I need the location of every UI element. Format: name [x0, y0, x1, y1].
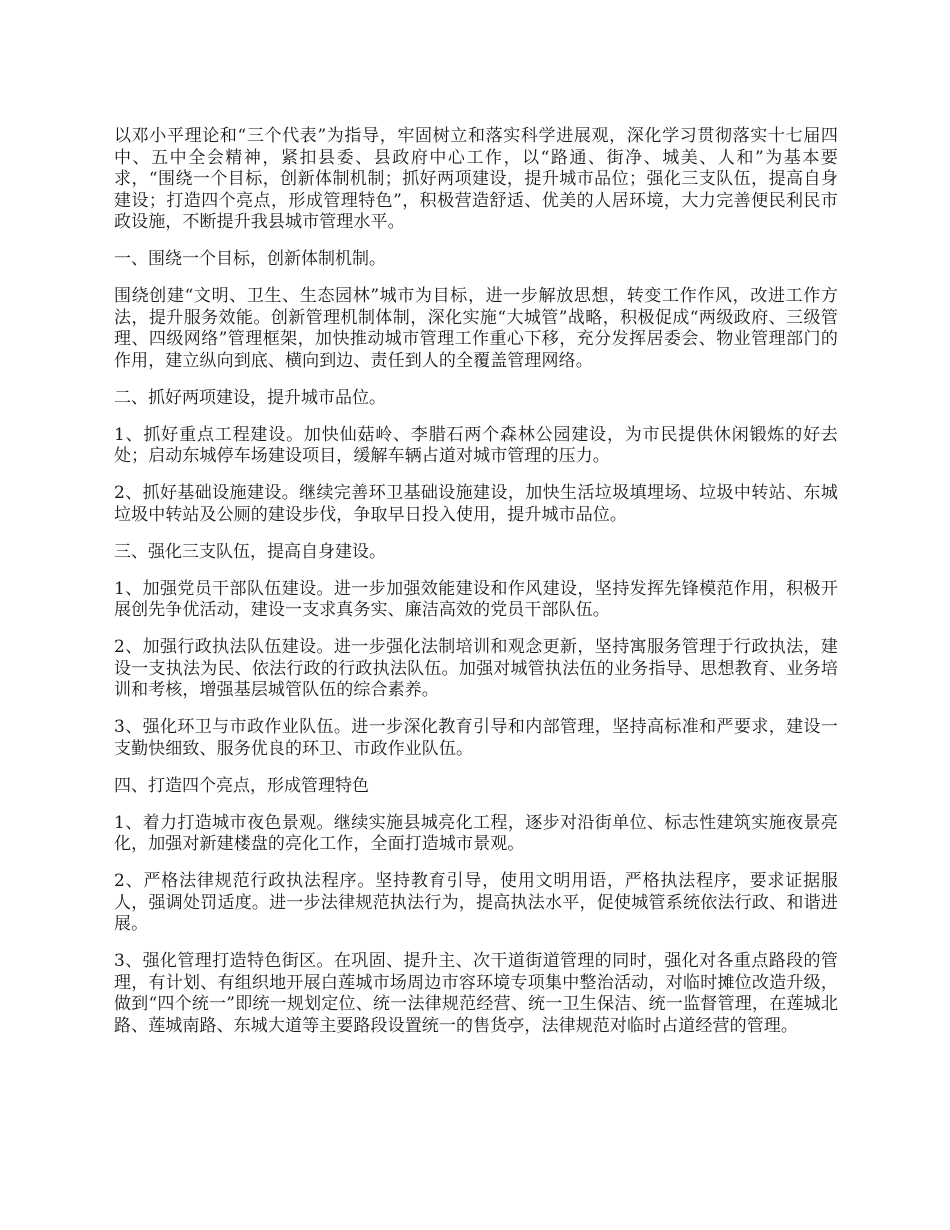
section-4-item-1: 1、着力打造城市夜色景观。继续实施县城亮化工程，逐步对沿街单位、标志性建筑实施夜景亮化，加强对新建楼盘的亮化工作，全面打造城市景观。	[114, 812, 838, 854]
section-3-item-1: 1、加强党员干部队伍建设。进一步加强效能建设和作风建设，坚持发挥先锋模范作用，积极开展创先争优活动，建设一支求真务实、廉洁高效的党员干部队伍。	[114, 578, 838, 620]
section-2-item-2: 2、抓好基础设施建设。继续完善环卫基础设施建设，加快生活垃圾填埋场、垃圾中转站、东城垃圾中转站及公厕的建设步伐，争取早日投入使用，提升城市品位。	[114, 483, 838, 525]
section-4-item-3: 3、强化管理打造特色街区。在巩固、提升主、次干道街道管理的同时，强化对各重点路段的管理，有计划、有组织地开展白莲城市场周边市容环境专项集中整治活动，对临时摊位改造升级，做到“四个统一”即统一规划定位、统一法律规范经营、统一卫生保洁、统一监督管理，在莲城北路、莲城南路、东城大道等主要路段设置统一的售货亭，法律规范对临时占道经营的管理。	[114, 951, 838, 1036]
section-heading-1: 一、围绕一个目标，创新体制机制。	[114, 249, 386, 269]
section-3-item-2: 2、加强行政执法队伍建设。进一步强化法制培训和观念更新，坚持寓服务管理于行政执法，建设一支执法为民、依法行政的行政执法队伍。加强对城管执法伍的业务指导、思想教育、业务培训和考核，增强基层城管队伍的综合素养。	[114, 637, 838, 700]
section-heading-2: 二、抓好两项建设，提升城市品位。	[114, 387, 386, 408]
section-1-paragraph: 围绕创建“文明、卫生、生态园林”城市为目标，进一步解放思想，转变工作作风，改进工作方法，提升服务效能。创新管理机制体制，深化实施“大城管”战略，积极促成“两级政府、三级管理、四级网络”管理框架，加快推动城市管理工作重心下移，充分发挥居委会、物业管理部门的作用，建立纵向到底、横向到边、责任到人的全覆盖管理网络。	[114, 286, 838, 371]
intro-paragraph: 以邓小平理论和“三个代表”为指导，牢固树立和落实科学进展观，深化学习贯彻落实十七届四中、五中全会精神，紧扣县委、县政府中心工作，以“路通、街净、城美、人和”为基本要求，“围绕一个目标，创新体制机制；抓好两项建设，提升城市品位；强化三支队伍，提高自身建设；打造四个亮点，形成管理特色”，积极营造舒适、优美的人居环境，大力完善便民利民市政设施，不断提升我县城市管理水平。	[114, 126, 838, 232]
section-4-item-2: 2、严格法律规范行政执法程序。坚持教育引导，使用文明用语，严格执法程序，要求证据服人，强调处罚适度。进一步法律规范执法行为，提高执法水平，促使城管系统依法行政、和谐进展。	[114, 871, 838, 934]
section-2-item-1: 1、抓好重点工程建设。加快仙菇岭、李腊石两个森林公园建设，为市民提供休闲锻炼的好去处；启动东城停车场建设项目，缓解车辆占道对城市管理的压力。	[114, 424, 838, 466]
section-3-item-3: 3、强化环卫与市政作业队伍。进一步深化教育引导和内部管理，坚持高标准和严要求，建设一支勤快细致、服务优良的环卫、市政作业队伍。	[114, 717, 838, 759]
section-heading-3: 三、强化三支队伍，提高自身建设。	[114, 541, 386, 562]
document-page	[114, 126, 838, 1053]
section-heading-4: 四、打造四个亮点，形成管理特色	[114, 775, 369, 796]
